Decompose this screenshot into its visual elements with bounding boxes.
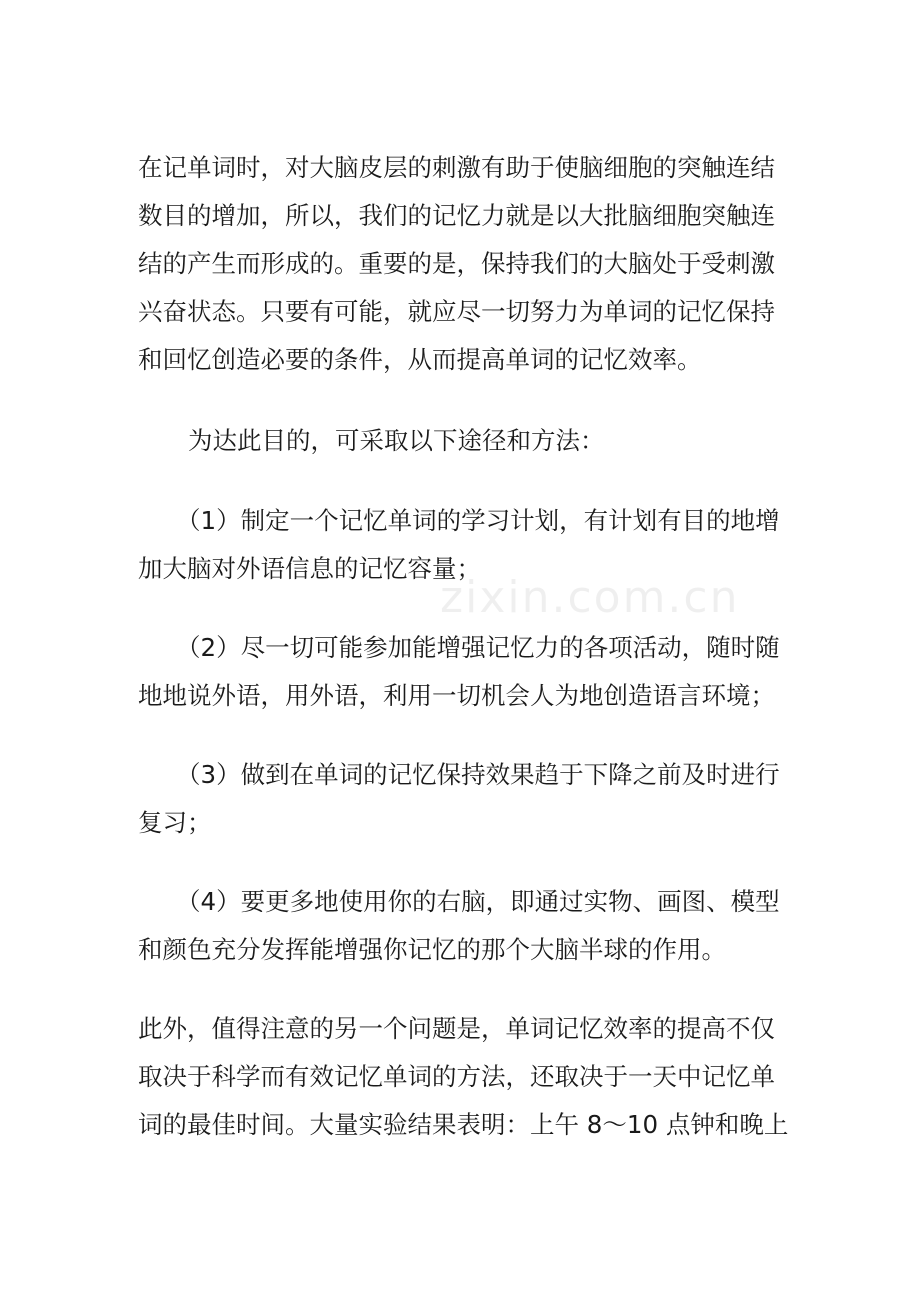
text-line: 复习； <box>138 808 212 837</box>
text-line: （3）做到在单词的记忆保持效果趋于下降之前及时进行 <box>176 760 780 789</box>
paragraph-item-4 <box>138 878 788 974</box>
text-line: 取决于科学而有效记忆单词的方法，还取决于一天中记忆单 <box>138 1062 775 1091</box>
text-line: 兴奋状态。只要有可能，就应尽一切努力为单词的记忆保持 <box>138 297 775 326</box>
text-line: 在记单词时，对大脑皮层的刺激有助于使脑细胞的突触连结 <box>138 153 775 182</box>
text-line: 地地说外语，用外语，利用一切机会人为地创造语言环境； <box>138 681 775 710</box>
text-line: 和颜色充分发挥能增强你记忆的那个大脑半球的作用。 <box>138 935 726 964</box>
text-line: （2）尽一切可能参加能增强记忆力的各项活动，随时随 <box>176 633 780 662</box>
text-line: 和回忆创造必要的条件，从而提高单词的记忆效率。 <box>138 345 702 374</box>
paragraph-item-3 <box>138 751 788 847</box>
text-line: 加大脑对外语信息的记忆容量； <box>138 554 481 583</box>
text-line: （1）制定一个记忆单词的学习计划，有计划有目的地增 <box>176 506 780 535</box>
text-line: （4）要更多地使用你的右脑，即通过实物、画图、模型 <box>176 887 780 916</box>
text-line: 此外，值得注意的另一个问题是，单词记忆效率的提高不仅 <box>138 1014 775 1043</box>
paragraph-methods-intro <box>138 417 788 465</box>
paragraph-item-1 <box>138 497 788 593</box>
watermark: zixin.com.cn <box>440 572 740 623</box>
text-line: 数目的增加，所以，我们的记忆力就是以大批脑细胞突触连 <box>138 201 775 230</box>
text-line: 结的产生而形成的。重要的是，保持我们的大脑处于受刺激 <box>138 249 775 278</box>
paragraph-intro <box>138 144 788 384</box>
text-line: 为达此目的，可采取以下途径和方法： <box>188 426 605 455</box>
paragraph-item-2 <box>138 624 788 720</box>
text-line: 词的最佳时间。大量实验结果表明：上午 8～10 点钟和晚上 <box>138 1110 789 1139</box>
paragraph-best-time <box>138 1005 788 1149</box>
